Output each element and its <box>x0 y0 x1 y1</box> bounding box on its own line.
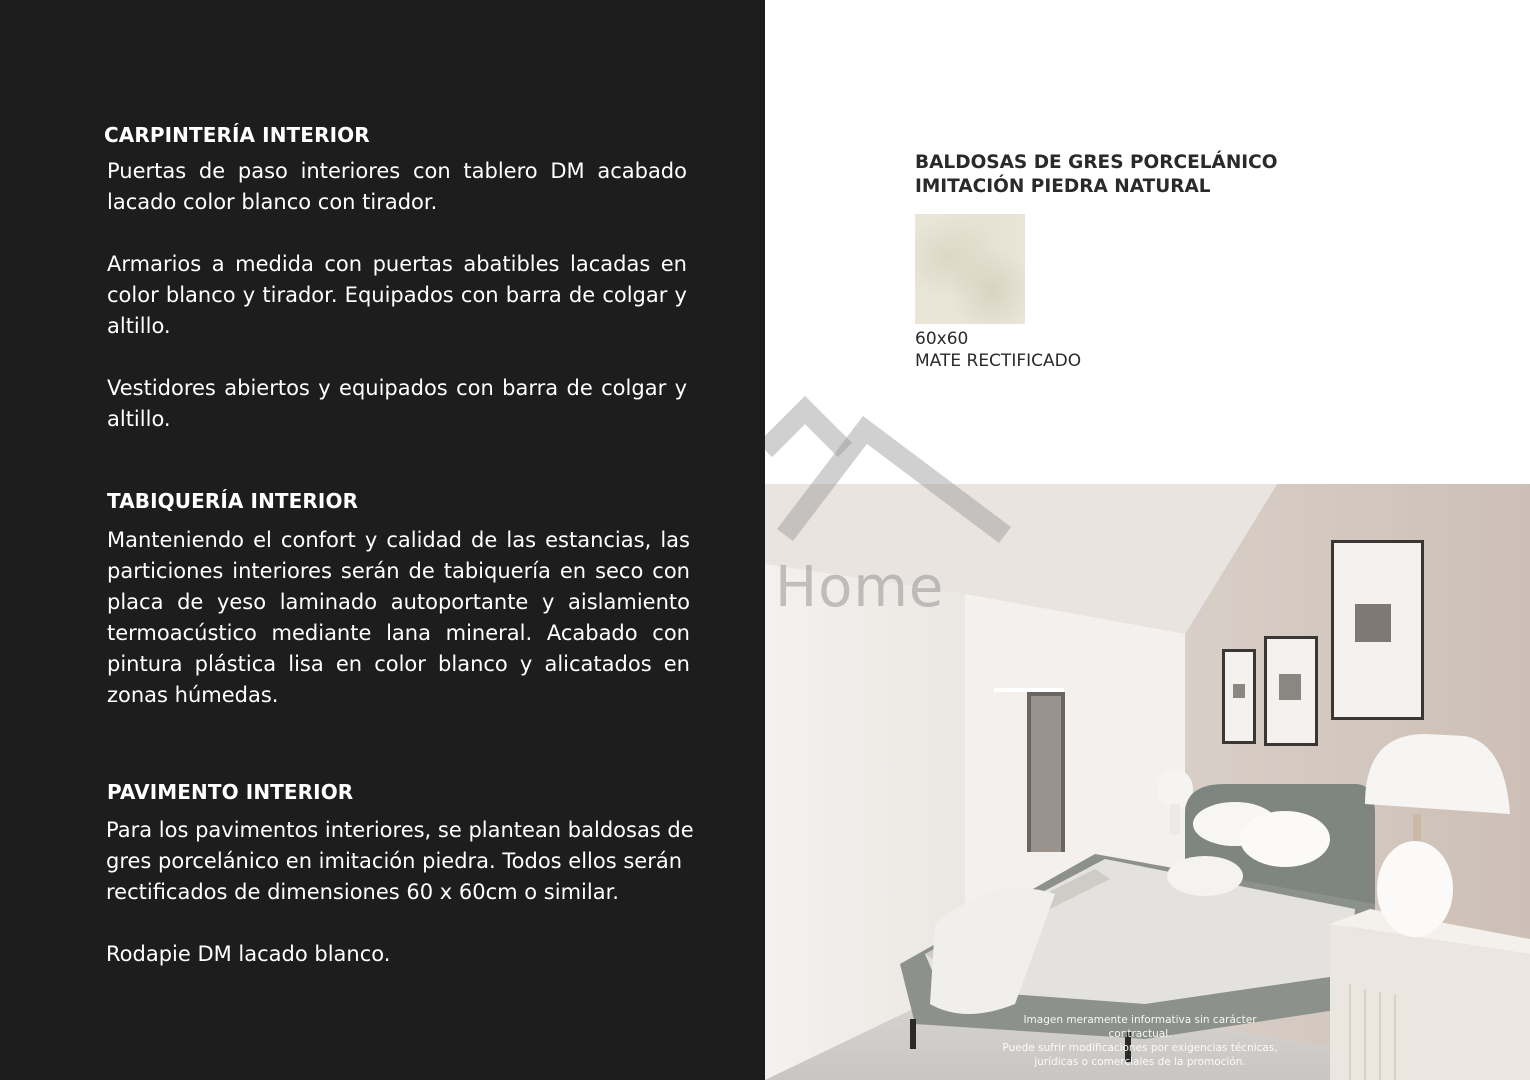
tabiqueria-paragraph-1: Manteniendo el confort y calidad de las estancias, las particiones interiores serán de tabiquería en seco con placa de yeso laminado autoportante y aislamiento termoacústico mediante lana mineral. Acabado con pintura plástica lisa en color blanco y alicatados en zonas húmedas. <box>107 528 690 707</box>
tabiqueria-title: TABIQUERÍA INTERIOR <box>107 489 359 513</box>
image-disclaimer-caption <box>995 1013 1285 1069</box>
watermark-text: Home <box>775 555 945 620</box>
pavimento-paragraph-2: Rodapie DM lacado blanco. <box>106 942 391 966</box>
tile-title <box>915 151 1277 199</box>
carpinteria-paragraph-1: Puertas de paso interiores con tablero DM acabado lacado color blanco con tirador. <box>107 159 687 214</box>
pavimento-paragraph-1: Para los pavimentos interiores, se plantean baldosas de gres porcelánico en imitación piedra. Todos ellos serán rectificados de dimensiones 60 x 60cm o similar. <box>106 818 694 904</box>
tile-size: 60x60 <box>915 329 969 349</box>
tile-title-line-2: IMITACIÓN PIEDRA NATURAL <box>915 176 1211 197</box>
right-panel <box>765 0 1530 1080</box>
tile-finish: MATE RECTIFICADO <box>915 351 1082 371</box>
caption-line-3: jurídicas o comerciales de la promoción. <box>1034 1056 1246 1068</box>
tile-title-line-1: BALDOSAS DE GRES PORCELÁNICO <box>915 152 1278 173</box>
carpinteria-paragraph-3: Vestidores abiertos y equipados con barra de colgar y altillo. <box>107 376 687 431</box>
tile-spec <box>915 328 1081 372</box>
carpinteria-title: CARPINTERÍA INTERIOR <box>104 123 370 147</box>
carpinteria-paragraph-2: Armarios a medida con puertas abatibles lacadas en color blanco y tirador. Equipados con barra de colgar y altillo. <box>107 252 687 338</box>
caption-line-1: Imagen meramente informativa sin carácter contractual. <box>1023 1014 1257 1040</box>
caption-line-2: Puede sufrir modificaciones por exigencias técnicas, <box>1002 1042 1278 1054</box>
tile-swatch-image <box>915 214 1025 324</box>
pavimento-title: PAVIMENTO INTERIOR <box>107 780 354 804</box>
